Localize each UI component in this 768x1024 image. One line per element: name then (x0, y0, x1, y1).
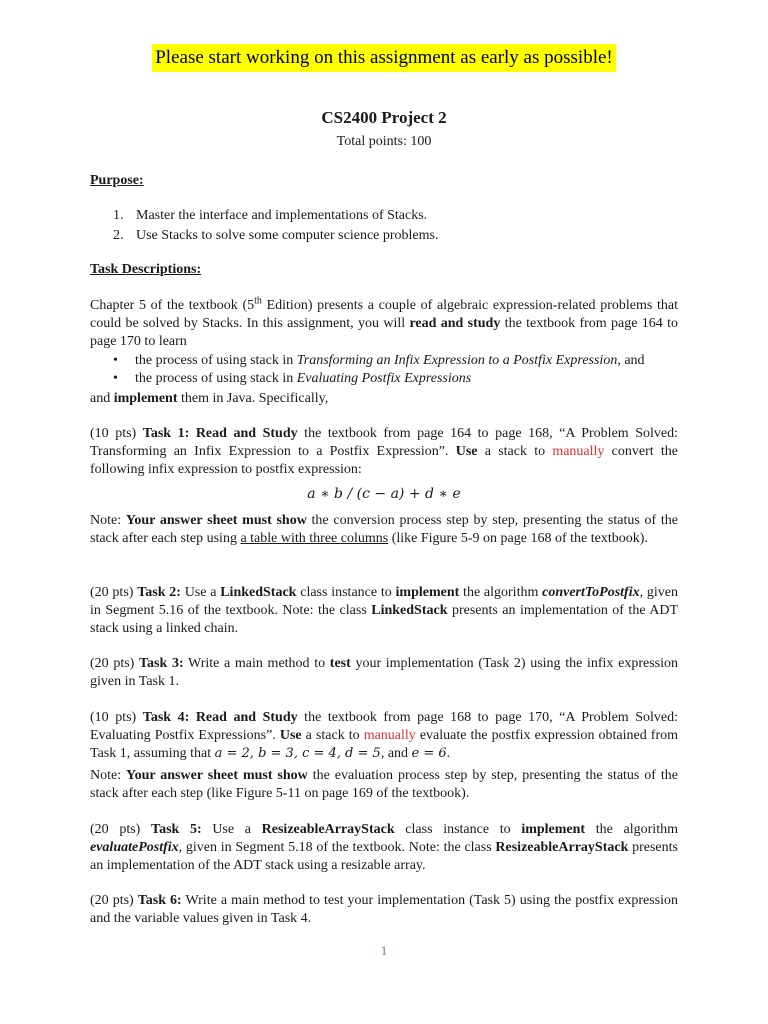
highlight-banner: Please start working on this assignment as early as possible! (152, 44, 616, 72)
task5-paragraph: (20 pts) Task 5: Use a ResizeableArrayStack class instance to implement the algorithm evaluatePostfix, given in Segment 5.18 of the textbook. Note: the class ResizeableArrayStack presents an implementation of the ADT stack using a resizable array. (90, 822, 678, 873)
banner-row (0, 44, 768, 72)
task1-paragraph: (10 pts) Task 1: Read and Study the textbook from page 164 to page 168, “A Problem Solved: Transforming an Infix Expression to a Postfix Expression”. Use a stack to manually convert the following infix expression to postfix expression: (90, 426, 678, 477)
infix-formula: a ∗ b / (c − a) + d ∗ e (307, 486, 461, 502)
outro-line: and implement them in Java. Specifically, (90, 391, 329, 406)
bullet-item: • the process of using stack in Transforming an Infix Expression to a Postfix Expression, and (113, 353, 645, 368)
note2-paragraph: Note: Your answer sheet must show the evaluation process step by step, presenting the status of the stack after each step (like Figure 5-11 on page 169 of the textbook). (90, 768, 678, 801)
task-descriptions-heading: Task Descriptions: (90, 262, 202, 277)
purpose-list (113, 206, 438, 245)
note1-paragraph: Note: Your answer sheet must show the conversion process step by step, presenting the status of the stack after each step using a table with three columns (like Figure 5-9 on page 168 of the textbook). (90, 513, 679, 546)
task4-paragraph: (10 pts) Task 4: Read and Study the textbook from page 168 to page 170, “A Problem Solved: Evaluating Postfix Expressions”. Use a stack to manually evaluate the postfix expression obtained from Task 1, assuming that a = 2, b = 3, c = 4, d = 5, and e = 6. (90, 710, 678, 761)
task3-paragraph: (20 pts) Task 3: Write a main method to test your implementation (Task 2) using the infix expression given in Task 1. (90, 656, 678, 689)
task2-paragraph: (20 pts) Task 2: Use a LinkedStack class instance to implement the algorithm convertToPostfix, given in Segment 5.16 of the textbook. Note: the class LinkedStack presents an implementation of the ADT stack using a linked chain. (90, 585, 678, 636)
purpose-heading: Purpose: (90, 173, 144, 188)
bullet-item: • the process of using stack in Evaluating Postfix Expressions (113, 371, 472, 386)
task6-paragraph: (20 pts) Task 6: Write a main method to test your implementation (Task 5) using the postfix expression and the variable values given in Task 4. (90, 893, 679, 926)
document-title: CS2400 Project 2 (321, 108, 447, 127)
total-points: Total points: 100 (336, 134, 432, 149)
intro-paragraph: Chapter 5 of the textbook (5th Edition) presents a couple of algebraic expression-related problems that could be solved by Stacks. In this assignment, you will read and study the textbook from page 164 to page 170 to learn (90, 295, 678, 349)
purpose-item: 1. Master the interface and implementations of Stacks. (113, 208, 428, 223)
page-number: 1 (380, 943, 388, 958)
bullet-list (113, 352, 645, 388)
purpose-item: 2. Use Stacks to solve some computer science problems. (113, 227, 439, 243)
